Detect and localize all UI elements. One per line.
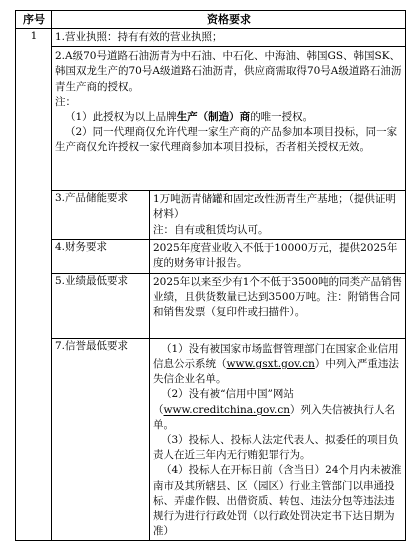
credit-requirement-cell — [150, 338, 406, 541]
credit-item-2-a: （2）没有被“信用中国”网站（ — [153, 388, 294, 416]
storage-requirement-cell — [150, 191, 406, 240]
credit-item-4: （4）投标人在开标日前（含当日）24个月内未被淮南市及其所辖县、区（园区）行业主管部门以串通投标、弄虚作假、出借资质、转包、违法分包等违法违规行为进行行政处罚（以行政处罚决定书下达日期为准） — [153, 464, 402, 538]
table-row — [16, 239, 406, 273]
credit-item-1 — [153, 342, 403, 388]
table-row — [16, 273, 406, 338]
credit-item-3: （3）投标人、投标人法定代表人、拟委任的项目负责人在近三年内无行贿犯罪行为。 — [153, 434, 399, 462]
gsxt-link[interactable]: www.gsxt.gov.cn — [226, 358, 315, 371]
note-1-suffix: 的唯一授权。 — [250, 111, 314, 124]
business-license-cell — [52, 29, 406, 47]
creditchina-link[interactable]: www.creditchina.gov.cn — [163, 403, 291, 416]
requirements-table — [15, 10, 406, 541]
credit-item-1-a: （1）没有被国家市场监督管理部门在国家企业信用信息公示系统（ — [153, 342, 399, 371]
table-row — [16, 47, 406, 191]
performance-requirement-cell — [150, 273, 406, 338]
credit-requirement-label: 7.信誉最低要求 — [52, 338, 150, 541]
note-1-bold: 生产（制造）商 — [176, 111, 251, 124]
business-license-text: 1.营业执照：持有有效的营业执照； — [55, 31, 223, 43]
note-2: （2）同一代理商仅允许代理一家生产商的产品参加本项目投标，同一家生产商仅允许授权一家代理商参加本项目投标，否者相关授权无效。 — [55, 126, 398, 154]
table-row — [16, 191, 406, 240]
header-seq: 序号 — [16, 11, 52, 29]
credit-item-2 — [153, 387, 403, 433]
credit-item-2-b: ）列入失信被执行人名单。 — [153, 403, 396, 431]
storage-requirement-label: 3.产品储能要求 — [52, 191, 150, 240]
financial-requirement-label: 4.财务要求 — [52, 239, 150, 273]
note-1-prefix: （1）此授权为以上品牌 — [65, 111, 177, 124]
financial-requirement-text: 2025年度营业收入不低于10000万元，提供2025年度的财务审计报告。 — [153, 241, 398, 270]
seq-number: 1 — [16, 29, 52, 541]
table-header-row — [16, 11, 406, 29]
financial-requirement-cell — [150, 239, 406, 273]
note-1 — [55, 110, 403, 125]
table-row — [16, 29, 406, 47]
table-row — [16, 338, 406, 541]
asphalt-authorization-cell — [52, 47, 406, 191]
storage-requirement-note: 注：自有或租赁均认可。 — [153, 223, 269, 236]
performance-requirement-text: 2025年以来至少有1个不低于3500吨的同类产品销售业绩，且供货数量已达到3500万吨。注：附销售合同和销售发票（复印件或扫描件）。 — [153, 275, 403, 319]
storage-requirement-text: 1万吨沥青储罐和固定改性沥青生产基地；（提供证明材料） — [153, 193, 396, 221]
performance-requirement-label: 5.业绩最低要求 — [52, 273, 150, 338]
asphalt-authorization-text: 2.A级70号道路石油沥青为中石油、中石化、中海油、韩国GS、韩国SK、韩国双龙生产的70号A级道路石油沥青，供应商需取得70号A级道路石油沥青生产商的授权。 — [55, 50, 402, 93]
note-label: 注： — [55, 95, 76, 108]
credit-item-1-b: ）中列入严重违法失信企业名单。 — [153, 358, 399, 386]
header-requirements: 资格要求 — [52, 11, 406, 29]
